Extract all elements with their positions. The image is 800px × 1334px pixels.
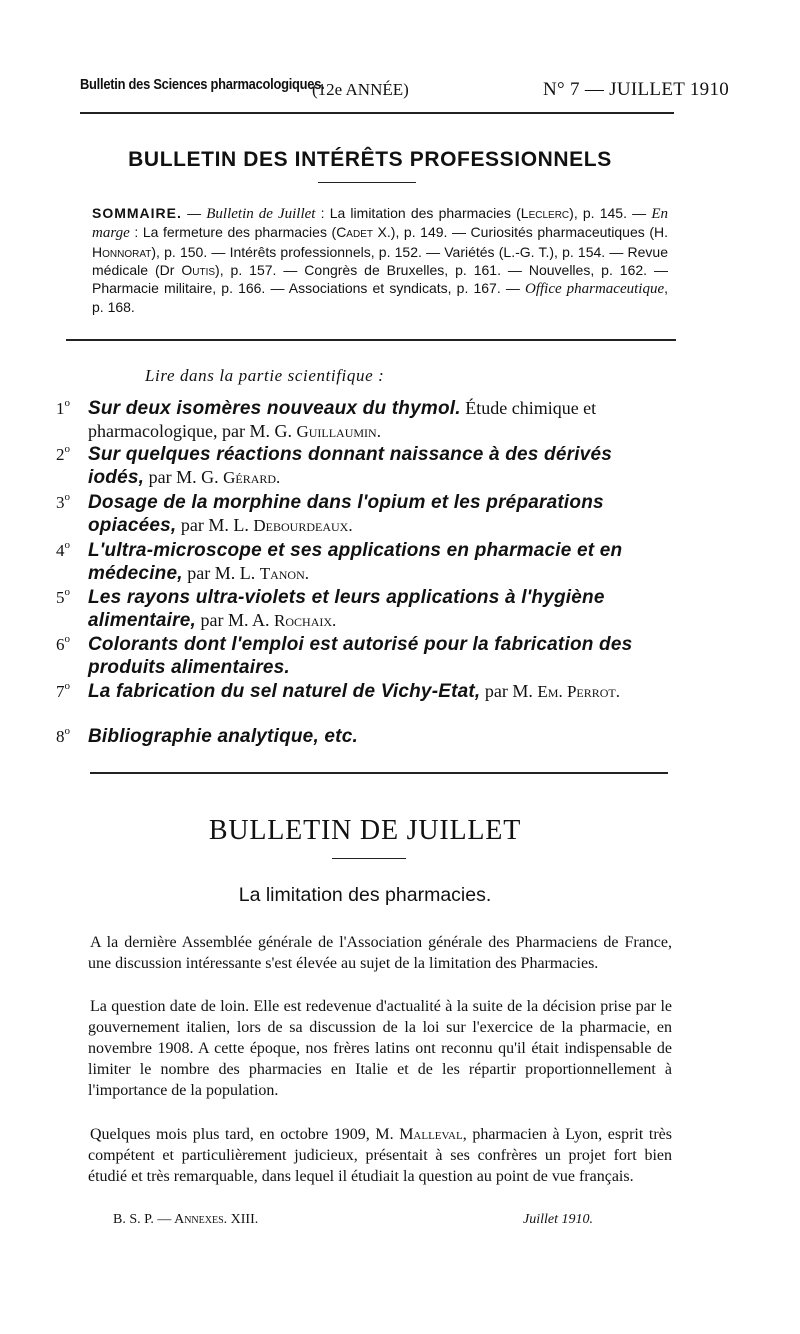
- item-byline: par M. A. Rochaix.: [196, 610, 337, 630]
- item-body: [88, 443, 672, 489]
- item-byline: par M. L. Tanon.: [182, 563, 310, 583]
- author-outis: Outis: [181, 261, 216, 278]
- item-title: La fabrication du sel naturel de Vichy-Etat,: [88, 681, 481, 702]
- issue-number: N° 7 — JUILLET 1910: [543, 79, 730, 100]
- summary-text: ), p. 150. — Intérêts professionnels, p. 152. — Variétés (L.-G. T.), p. 154. — Revue médicale (Dr: [92, 243, 668, 278]
- item-number: 5$^o$: [56, 586, 70, 607]
- author-honnorat: Honnorat: [92, 243, 152, 260]
- summary-lead: SOMMAIRE.: [92, 205, 182, 221]
- footer-signature: B. S. P. — Annexes. XIII.: [113, 1212, 259, 1227]
- article-paragraph-1: A la dernière Assemblée générale de l'Association générale des Pharmaciens de France, une discussion intéressante s'est élevée au sujet de la limitation des Pharmacies.: [88, 934, 672, 972]
- item-number: 3$^o$: [56, 491, 70, 512]
- article-title: La limitation des pharmacies.: [238, 884, 492, 906]
- summary-text: : La fermeture des pharmacies (: [129, 224, 337, 241]
- journal-title: Bulletin des Sciences pharmacologiques.: [80, 76, 325, 93]
- item-body: [88, 586, 672, 632]
- scientific-part-heading: Lire dans la partie scientifique :: [145, 366, 385, 385]
- article-paragraph-2: La question date de loin. Elle est redevenue d'actualité à la suite de la décision prise par le gouvernement italien, lors de sa discussion de la loi sur l'exercice de la pharmacie, en novembre 1908. A cette époque, nos frères latins ont reconnu qu'il était indispensable de limiter le nombre des pharmacies en Italie et de les répartir proportionnellement à l'importance de la population.: [88, 998, 672, 1099]
- author-leclerc: Leclerc: [520, 205, 570, 221]
- item-title: Dosage de la morphine dans l'opium et les préparations opiacées,: [88, 492, 604, 536]
- summary-text: ), p. 145. —: [569, 205, 652, 221]
- bulletin-title-underline: [332, 858, 406, 859]
- item-number: 7$^o$: [56, 680, 70, 701]
- bulletin-title: BULLETIN DE JUILLET: [208, 815, 522, 846]
- item-byline: Étude chimique et pharmacologique, par M. G. Guillaumin.: [88, 398, 597, 441]
- item-title: Bibliographie analytique, etc.: [88, 726, 358, 747]
- summary-text: ), p. 149. — Curiosités pharmaceutiques (H.: [390, 224, 668, 241]
- journal-year: (12e ANNÉE): [312, 80, 409, 99]
- item-body: [88, 491, 672, 537]
- section-title: BULLETIN DES INTÉRÊTS PROFESSIONNELS: [128, 148, 612, 171]
- footer-date: Juillet 1910.: [523, 1212, 593, 1227]
- contents-rule: [90, 772, 668, 774]
- item-number: 1$^o$: [56, 397, 70, 418]
- item-number: 6$^o$: [56, 633, 70, 654]
- title-underline: [318, 182, 416, 183]
- item-number: 2$^o$: [56, 443, 70, 464]
- summary-en-marge-ref: En marge: [92, 206, 668, 242]
- item-number: 8$^o$: [56, 725, 70, 746]
- item-body: [88, 725, 672, 748]
- item-title: Les rayons ultra-violets et leurs applications à l'hygiène alimentaire,: [88, 587, 605, 631]
- summary-text: ), p. 157. — Congrès de Bruxelles, p. 161. — Nouvelles, p. 162. — Pharmacie militaire, p. 166. — Associations et syndicats, p. 167. —: [92, 261, 668, 297]
- item-byline: par M. G. Gérard.: [144, 467, 281, 487]
- item-body: [88, 633, 672, 679]
- item-number: 4$^o$: [56, 539, 70, 560]
- article-paragraph-3: Quelques mois plus tard, en octobre 1909, M. Malleval, pharmacien à Lyon, esprit très compétent et particulièrement judicieux, présentait à ses confrères un projet fort bien étudié et très remarquable, dans lequel il étudiait la question au point de vue français.: [88, 1126, 672, 1185]
- summary-text: , p. 168.: [92, 280, 668, 316]
- summary-text: —: [181, 205, 207, 221]
- summary-rule: [66, 339, 676, 341]
- item-title: L'ultra-microscope et ses applications en pharmacie et en médecine,: [88, 540, 623, 584]
- item-title: Colorants dont l'emploi est autorisé pour la fabrication des produits alimentaires.: [88, 634, 633, 678]
- item-body: [88, 539, 672, 585]
- summary-paragraph: [92, 204, 668, 317]
- summary-text: : La limitation des pharmacies (: [315, 205, 521, 221]
- item-byline: par M. L. Debourdeaux.: [176, 515, 353, 535]
- item-title: Sur quelques réactions donnant naissance à des dérivés iodés,: [88, 444, 612, 488]
- author-cadet: Cadet X.: [336, 224, 391, 241]
- item-byline: par M. Em. Perrot.: [480, 681, 620, 701]
- summary-bulletin-ref: Bulletin de Juillet: [206, 206, 316, 222]
- item-body: [88, 397, 672, 443]
- author-malleval: Malleval: [399, 1126, 463, 1143]
- item-title: Sur deux isomères nouveaux du thymol.: [88, 398, 461, 419]
- item-body: [88, 680, 672, 703]
- summary-office-ref: Office pharmaceutique: [524, 281, 665, 298]
- running-header: [80, 76, 730, 104]
- header-rule: [80, 112, 674, 114]
